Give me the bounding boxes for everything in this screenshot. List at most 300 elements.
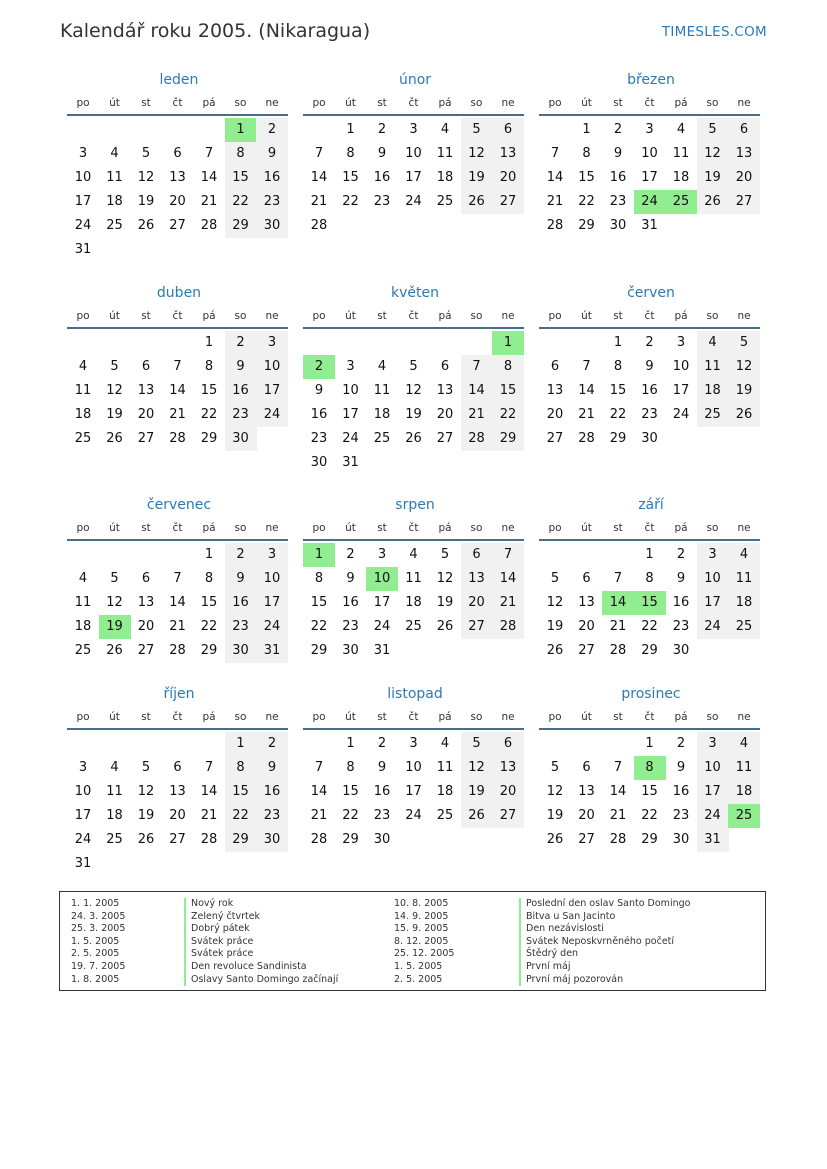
legend-date: 25. 12. 2005 — [394, 948, 455, 960]
day-cell: 18 — [405, 595, 422, 610]
brand-link[interactable]: TIMESLES.COM — [661, 24, 767, 40]
day-cell: 10 — [74, 784, 92, 799]
day-cell: 28 — [609, 832, 627, 847]
day-cell: 15 — [342, 784, 359, 799]
day-cell: 13 — [546, 383, 564, 398]
day-cell: 14 — [310, 170, 328, 185]
day-cell: 2 — [377, 122, 387, 137]
day-cell: 25 — [106, 832, 123, 847]
day-cell: 11 — [106, 784, 123, 799]
weekday-label: út — [109, 97, 120, 109]
day-cell: 23 — [342, 619, 359, 634]
legend-holiday-name: Poslední den oslav Santo Domingo — [519, 898, 690, 911]
day-cell: 28 — [546, 218, 564, 233]
day-cell: 25 — [74, 431, 92, 446]
legend-row — [394, 911, 754, 924]
weekday-header — [539, 310, 763, 325]
weekday-header — [303, 97, 527, 112]
legend-date: 15. 9. 2005 — [394, 923, 449, 935]
day-cell: 19 — [728, 379, 760, 403]
day-cell: 30 — [225, 639, 257, 663]
weekday-label: so — [706, 711, 719, 723]
day-cell: 5 — [550, 760, 560, 775]
day-cell: 26 — [405, 431, 422, 446]
day-cell: 21 — [609, 808, 627, 823]
day-cell: 13 — [169, 784, 186, 799]
day-cell: 5 — [550, 571, 560, 586]
day-cell: 1 — [346, 122, 355, 137]
holiday-day-cell: 10 — [366, 567, 398, 591]
weekday-label: st — [377, 522, 387, 534]
day-grid — [539, 732, 763, 882]
day-cell: 26 — [137, 218, 155, 233]
day-cell: 8 — [314, 571, 324, 586]
weekday-label: st — [613, 310, 623, 322]
month-divider — [539, 728, 760, 730]
day-cell: 8 — [225, 142, 257, 166]
day-cell: 30 — [310, 455, 328, 470]
day-cell: 13 — [492, 142, 524, 166]
day-cell: 18 — [672, 170, 690, 185]
legend-row — [71, 948, 391, 961]
legend-row — [71, 961, 391, 974]
day-cell: 28 — [578, 431, 595, 446]
day-cell: 22 — [200, 619, 218, 634]
legend-row — [394, 923, 754, 936]
day-cell: 4 — [728, 543, 760, 567]
day-cell: 31 — [74, 856, 92, 871]
weekday-label: po — [76, 522, 90, 534]
day-cell: 15 — [492, 379, 524, 403]
weekday-label: so — [706, 522, 719, 534]
day-cell: 21 — [200, 808, 218, 823]
day-cell: 13 — [169, 170, 186, 185]
day-cell: 7 — [173, 359, 182, 374]
day-cell: 21 — [310, 808, 328, 823]
day-cell: 26 — [728, 403, 760, 427]
day-cell: 12 — [405, 383, 422, 398]
day-cell: 18 — [373, 407, 391, 422]
day-cell: 7 — [492, 543, 524, 567]
weekday-label: po — [548, 711, 562, 723]
holiday-day-cell: 25 — [665, 190, 697, 214]
day-cell: 4 — [440, 736, 450, 751]
day-cell: 8 — [225, 756, 257, 780]
day-cell: 4 — [440, 122, 450, 137]
day-cell: 31 — [697, 828, 729, 852]
day-cell: 21 — [461, 403, 493, 427]
day-cell: 12 — [461, 756, 493, 780]
weekday-label: út — [109, 711, 120, 723]
weekday-label: čt — [644, 522, 655, 534]
day-cell: 21 — [169, 407, 186, 422]
day-cell: 12 — [697, 142, 729, 166]
day-cell: 20 — [492, 166, 524, 190]
day-cell: 1 — [645, 547, 654, 562]
day-cell: 13 — [137, 383, 155, 398]
day-cell: 15 — [200, 595, 218, 610]
day-cell: 20 — [169, 194, 186, 209]
day-cell: 17 — [256, 591, 288, 615]
legend-row — [394, 936, 754, 949]
weekday-label: st — [141, 97, 151, 109]
day-cell: 21 — [492, 591, 524, 615]
day-cell: 17 — [697, 591, 729, 615]
day-cell: 8 — [346, 146, 355, 161]
day-cell: 10 — [405, 760, 422, 775]
holiday-day-cell: 1 — [303, 543, 335, 567]
day-cell: 14 — [169, 383, 186, 398]
day-cell: 23 — [310, 431, 328, 446]
weekday-label: ne — [501, 310, 515, 322]
day-cell: 12 — [106, 383, 123, 398]
legend-date: 8. 12. 2005 — [394, 935, 449, 947]
day-cell: 7 — [204, 146, 214, 161]
weekday-label: pá — [202, 97, 216, 109]
day-cell: 5 — [728, 331, 760, 355]
weekday-label: pá — [438, 522, 452, 534]
day-cell: 1 — [613, 335, 623, 350]
weekday-label: čt — [644, 310, 655, 322]
weekday-label: ne — [737, 310, 751, 322]
day-cell: 29 — [578, 218, 595, 233]
day-cell: 15 — [609, 383, 627, 398]
day-cell: 28 — [200, 218, 218, 233]
day-cell: 14 — [492, 567, 524, 591]
day-grid — [539, 331, 763, 481]
legend-holiday-name: Zelený čtvrtek — [184, 911, 260, 924]
day-cell: 18 — [74, 619, 92, 634]
weekday-label: út — [345, 310, 356, 322]
day-cell: 26 — [106, 431, 123, 446]
weekday-label: po — [312, 97, 326, 109]
month-divider — [303, 327, 524, 329]
day-cell: 22 — [342, 194, 359, 209]
day-cell: 6 — [492, 118, 524, 142]
day-cell: 21 — [578, 407, 595, 422]
day-cell: 7 — [461, 355, 493, 379]
legend-holiday-name: Den nezávislosti — [519, 923, 604, 936]
day-cell: 3 — [78, 760, 88, 775]
day-cell: 16 — [373, 784, 391, 799]
day-cell: 27 — [137, 643, 155, 658]
day-cell: 23 — [225, 615, 257, 639]
legend-row — [394, 974, 754, 987]
day-cell: 16 — [256, 166, 288, 190]
day-cell: 13 — [436, 383, 454, 398]
weekday-header — [67, 711, 291, 726]
day-cell: 28 — [310, 832, 328, 847]
weekday-label: po — [76, 310, 90, 322]
day-cell: 27 — [578, 832, 595, 847]
day-cell: 5 — [141, 760, 151, 775]
day-cell: 30 — [225, 427, 257, 451]
day-grid — [303, 732, 527, 882]
day-grid — [539, 543, 763, 693]
day-cell: 19 — [546, 808, 564, 823]
month-name: únor — [398, 72, 432, 88]
weekday-label: so — [234, 711, 247, 723]
weekday-label: ne — [737, 711, 751, 723]
weekday-label: út — [581, 522, 592, 534]
day-cell: 11 — [74, 595, 92, 610]
day-cell: 26 — [697, 190, 729, 214]
day-cell: 16 — [342, 595, 359, 610]
day-cell: 22 — [641, 619, 658, 634]
day-cell: 26 — [461, 190, 493, 214]
day-cell: 6 — [141, 359, 151, 374]
day-cell: 25 — [74, 643, 92, 658]
day-cell: 8 — [204, 571, 214, 586]
day-cell: 12 — [546, 784, 564, 799]
weekday-label: čt — [408, 97, 419, 109]
day-cell: 24 — [74, 218, 92, 233]
weekday-label: st — [613, 97, 623, 109]
day-cell: 7 — [550, 146, 560, 161]
day-cell: 23 — [672, 619, 690, 634]
day-cell: 11 — [672, 146, 690, 161]
day-cell: 11 — [728, 756, 760, 780]
day-cell: 3 — [346, 359, 355, 374]
legend-date: 2. 5. 2005 — [394, 973, 443, 985]
day-cell: 12 — [106, 595, 123, 610]
day-cell: 26 — [106, 643, 123, 658]
day-cell: 27 — [169, 218, 186, 233]
weekday-label: ne — [501, 97, 515, 109]
day-cell: 25 — [436, 808, 454, 823]
day-cell: 7 — [173, 571, 182, 586]
day-cell: 16 — [225, 379, 257, 403]
day-cell: 23 — [672, 808, 690, 823]
legend-row — [71, 974, 391, 987]
day-cell: 16 — [256, 780, 288, 804]
day-cell: 11 — [436, 146, 454, 161]
day-cell: 20 — [578, 619, 595, 634]
day-cell: 4 — [377, 359, 387, 374]
legend-date: 14. 9. 2005 — [394, 910, 449, 922]
weekday-label: st — [141, 522, 151, 534]
day-cell: 18 — [106, 194, 123, 209]
day-cell: 19 — [546, 619, 564, 634]
day-cell: 15 — [200, 383, 218, 398]
day-cell: 27 — [546, 431, 564, 446]
holiday-day-cell: 2 — [303, 355, 335, 379]
weekday-label: ne — [265, 711, 279, 723]
day-cell: 6 — [461, 543, 493, 567]
day-grid — [303, 543, 527, 693]
legend-date: 2. 5. 2005 — [71, 948, 120, 960]
day-cell: 12 — [461, 142, 493, 166]
month-divider — [67, 327, 288, 329]
weekday-label: po — [76, 711, 90, 723]
page-title: Kalendář roku 2005. (Nikaragua) — [60, 20, 371, 42]
day-cell: 19 — [137, 194, 155, 209]
day-cell: 26 — [436, 619, 454, 634]
legend-date: 19. 7. 2005 — [71, 960, 126, 972]
legend-row — [71, 911, 391, 924]
month-divider — [539, 327, 760, 329]
day-cell: 10 — [697, 756, 729, 780]
weekday-label: po — [312, 310, 326, 322]
day-cell: 19 — [137, 808, 155, 823]
day-cell: 3 — [697, 732, 729, 756]
month-divider — [303, 728, 524, 730]
weekday-label: pá — [674, 97, 688, 109]
day-cell: 6 — [440, 359, 450, 374]
day-cell: 6 — [728, 118, 760, 142]
day-cell: 18 — [106, 808, 123, 823]
month-divider — [539, 539, 760, 541]
day-cell: 26 — [461, 804, 493, 828]
day-cell: 6 — [550, 359, 560, 374]
weekday-label: so — [470, 711, 483, 723]
weekday-label: pá — [202, 711, 216, 723]
day-cell: 17 — [256, 379, 288, 403]
day-cell: 29 — [609, 431, 627, 446]
legend-holiday-name: Den revoluce Sandinista — [184, 961, 307, 974]
day-cell: 27 — [728, 190, 760, 214]
day-cell: 7 — [314, 760, 324, 775]
legend-holiday-name: Bitva u San Jacinto — [519, 911, 615, 924]
day-cell: 10 — [74, 170, 92, 185]
day-cell: 11 — [728, 567, 760, 591]
day-cell: 23 — [373, 194, 391, 209]
day-cell: 2 — [225, 331, 257, 355]
weekday-label: út — [109, 310, 120, 322]
day-cell: 22 — [609, 407, 627, 422]
day-cell: 3 — [256, 331, 288, 355]
day-cell: 14 — [200, 170, 218, 185]
day-cell: 6 — [492, 732, 524, 756]
day-cell: 9 — [346, 571, 355, 586]
day-cell: 11 — [436, 760, 454, 775]
weekday-label: so — [234, 310, 247, 322]
day-cell: 27 — [461, 615, 493, 639]
day-cell: 29 — [641, 643, 658, 658]
day-cell: 7 — [582, 359, 591, 374]
day-cell: 1 — [204, 335, 214, 350]
weekday-label: so — [706, 97, 719, 109]
day-cell: 25 — [106, 218, 123, 233]
legend-holiday-name: První máj pozorován — [519, 974, 623, 987]
weekday-header — [303, 310, 527, 325]
weekday-label: po — [312, 711, 326, 723]
day-cell: 13 — [578, 784, 595, 799]
day-cell: 9 — [256, 756, 288, 780]
day-cell: 24 — [256, 403, 288, 427]
day-cell: 28 — [461, 427, 493, 451]
day-cell: 13 — [728, 142, 760, 166]
day-cell: 2 — [645, 335, 654, 350]
day-cell: 27 — [492, 804, 524, 828]
weekday-label: st — [141, 711, 151, 723]
weekday-label: so — [234, 97, 247, 109]
day-cell: 17 — [74, 808, 92, 823]
day-cell: 20 — [492, 780, 524, 804]
day-cell: 23 — [225, 403, 257, 427]
month-name: prosinec — [621, 686, 681, 702]
day-cell: 29 — [200, 431, 218, 446]
holiday-day-cell: 8 — [634, 756, 666, 780]
legend-column-left — [71, 898, 391, 986]
day-cell: 1 — [645, 736, 654, 751]
weekday-header — [67, 310, 291, 325]
day-cell: 24 — [405, 808, 422, 823]
day-cell: 5 — [110, 571, 119, 586]
holiday-day-cell: 14 — [602, 591, 634, 615]
day-cell: 9 — [613, 146, 623, 161]
day-cell: 31 — [256, 639, 288, 663]
day-cell: 5 — [409, 359, 418, 374]
day-cell: 6 — [173, 760, 182, 775]
day-cell: 3 — [409, 736, 418, 751]
day-cell: 19 — [697, 166, 729, 190]
weekday-label: po — [548, 97, 562, 109]
weekday-label: ne — [265, 97, 279, 109]
legend-holiday-name: Dobrý pátek — [184, 923, 250, 936]
day-cell: 16 — [225, 591, 257, 615]
day-cell: 24 — [697, 615, 729, 639]
weekday-label: pá — [438, 310, 452, 322]
day-cell: 8 — [582, 146, 591, 161]
day-cell: 22 — [225, 190, 257, 214]
day-cell: 8 — [613, 359, 623, 374]
day-cell: 9 — [314, 383, 324, 398]
day-cell: 22 — [225, 804, 257, 828]
weekday-label: st — [141, 310, 151, 322]
weekday-label: ne — [265, 522, 279, 534]
day-cell: 14 — [546, 170, 564, 185]
holiday-day-cell: 1 — [225, 118, 257, 142]
weekday-label: po — [312, 522, 326, 534]
day-cell: 12 — [137, 784, 155, 799]
day-cell: 4 — [697, 331, 729, 355]
weekday-label: út — [581, 711, 592, 723]
day-cell: 17 — [672, 383, 690, 398]
day-cell: 22 — [641, 808, 658, 823]
day-cell: 31 — [641, 218, 658, 233]
month-name: září — [638, 497, 664, 513]
day-cell: 7 — [613, 760, 623, 775]
day-cell: 1 — [204, 547, 214, 562]
day-cell: 17 — [405, 784, 422, 799]
day-cell: 29 — [225, 828, 257, 852]
weekday-label: st — [377, 97, 387, 109]
day-cell: 24 — [697, 804, 729, 828]
month-divider — [67, 728, 288, 730]
day-cell: 15 — [578, 170, 595, 185]
day-cell: 24 — [256, 615, 288, 639]
day-cell: 23 — [641, 407, 658, 422]
day-cell: 31 — [373, 643, 391, 658]
day-cell: 28 — [169, 431, 186, 446]
weekday-label: pá — [674, 711, 688, 723]
day-cell: 16 — [609, 170, 627, 185]
weekday-label: ne — [737, 522, 751, 534]
day-cell: 12 — [137, 170, 155, 185]
day-cell: 12 — [728, 355, 760, 379]
weekday-label: so — [706, 310, 719, 322]
month-name: srpen — [395, 497, 435, 513]
day-cell: 14 — [200, 784, 218, 799]
day-cell: 29 — [310, 643, 328, 658]
day-cell: 28 — [310, 218, 328, 233]
day-cell: 29 — [200, 643, 218, 658]
legend-row — [71, 923, 391, 936]
day-cell: 9 — [645, 359, 654, 374]
day-cell: 24 — [74, 832, 92, 847]
day-cell: 26 — [137, 832, 155, 847]
